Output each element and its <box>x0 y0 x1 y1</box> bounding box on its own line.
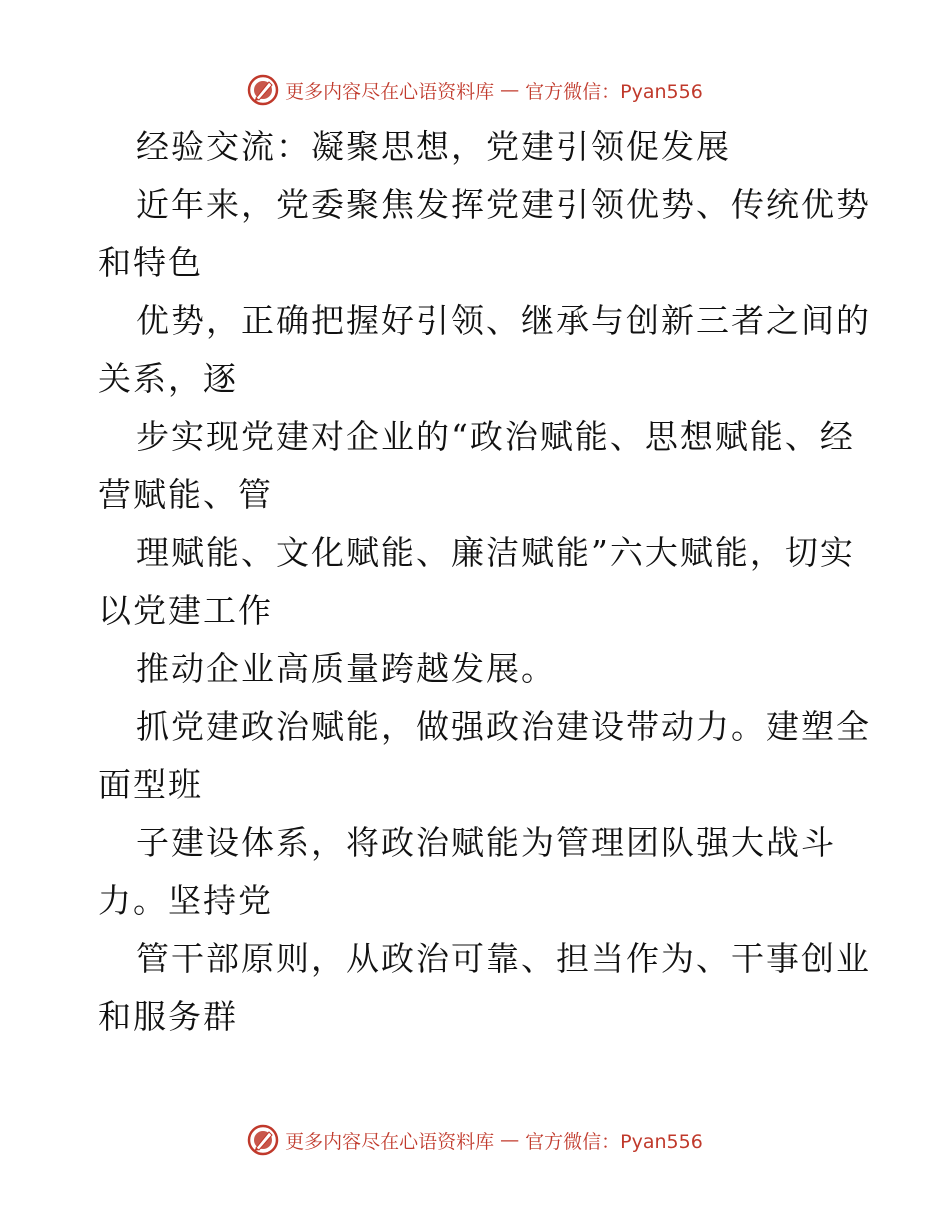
text-line: 抓党建政治赋能，做强政治建设带动力。建塑全 <box>136 707 871 746</box>
text-line: 管干部原则，从政治可靠、担当作为、干事创业 <box>136 939 871 978</box>
text-line: 步实现党建对企业的“政治赋能、思想赋能、经 <box>136 417 855 456</box>
text-line: 和服务群 <box>98 997 238 1036</box>
text-line: 力。坚持党 <box>98 881 273 920</box>
text-line: 面型班 <box>98 765 203 804</box>
header-banner <box>0 70 950 110</box>
banner-title: 更多内容尽在心语资料库 <box>285 80 495 103</box>
text-line: 理赋能、文化赋能、廉洁赋能”六大赋能，切实 <box>136 533 855 572</box>
banner-separator: — <box>500 1129 520 1151</box>
document-body <box>98 118 871 1046</box>
text-line: 优势，正确把握好引领、继承与创新三者之间的 <box>136 301 871 340</box>
banner-separator: — <box>500 79 520 101</box>
text-line: 和特色 <box>98 243 203 282</box>
text-line: 子建设体系，将政治赋能为管理团队强大战斗 <box>136 823 836 862</box>
text-line: 推动企业高质量跨越发展。 <box>136 649 556 688</box>
pen-logo-icon <box>247 1124 279 1156</box>
text-line: 营赋能、管 <box>98 475 273 514</box>
footer-banner <box>0 1120 950 1160</box>
text-line: 近年来，党委聚焦发挥党建引领优势、传统优势 <box>136 185 871 224</box>
pen-logo-icon <box>247 74 279 106</box>
text-line: 关系，逐 <box>98 359 238 398</box>
banner-wechat: 官方微信：Pyan556 <box>525 1130 703 1153</box>
banner-title: 更多内容尽在心语资料库 <box>285 1130 495 1153</box>
text-line: 以党建工作 <box>98 591 273 630</box>
text-line: 经验交流：凝聚思想，党建引领促发展 <box>136 127 731 166</box>
banner-wechat: 官方微信：Pyan556 <box>525 80 703 103</box>
